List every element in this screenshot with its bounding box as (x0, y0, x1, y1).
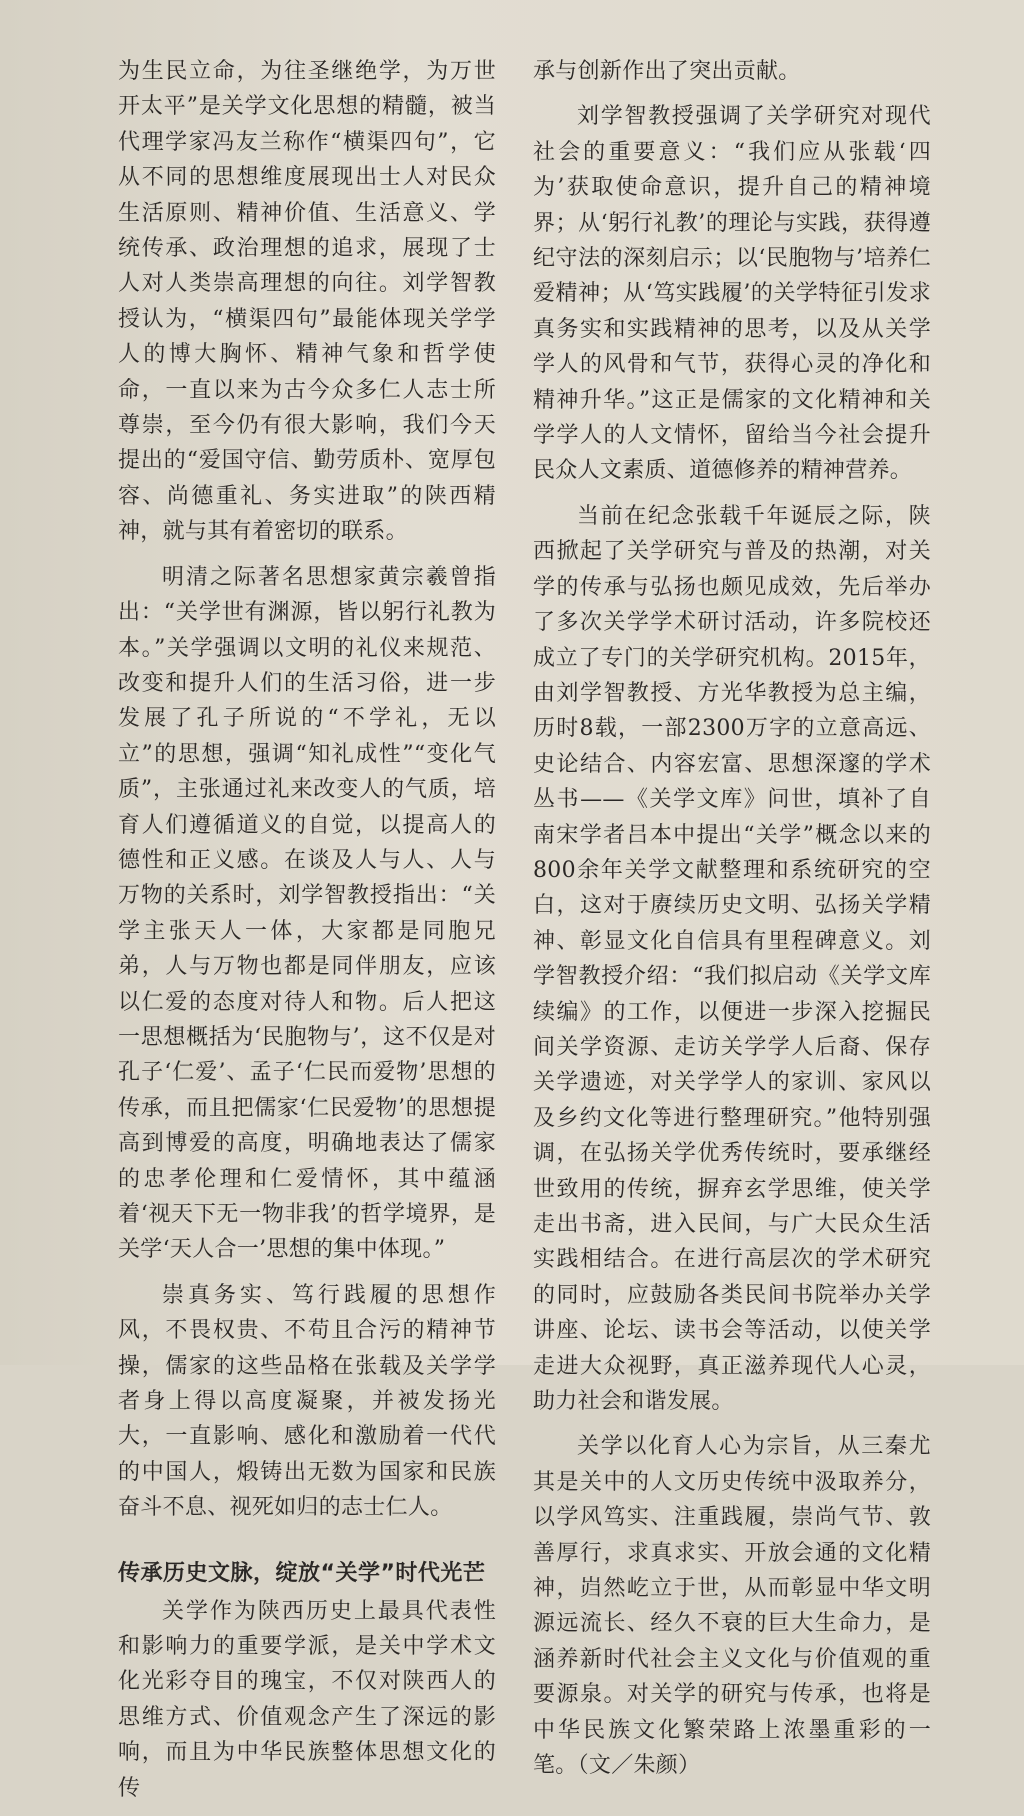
right-paragraph-3: 当前在纪念张载千年诞辰之际，陕西掀起了关学研究与普及的热潮，对关学的传承与弘扬也颇见成效，先后举办了多次关学学术研讨活动，许多院校还成立了专门的关学研究机构。2015年，由刘学智教授、方光华教授为总主编，历时8载，一部2300万字的立意高远、史论结合、内容宏富、思想深邃的学术丛书——《关学文库》问世，填补了自南宋学者吕本中提出“关学”概念以来的800余年关学文献整理和系统研究的空白，这对于赓续历史文明、弘扬关学精神、彰显文化自信具有里程碑意义。刘学智教授介绍：“我们拟启动《关学文库续编》的工作，以便进一步深入挖掘民间关学资源、走访关学学人后裔、保存关学遗迹，对关学学人的家训、家风以及乡约文化等进行整理研究。”他特别强调，在弘扬关学优秀传统时，要承继经世致用的传统，摒弃玄学思维，使关学走出书斋，进入民间，与广大民众生活实践相结合。在进行高层次的学术研究的同时，应鼓励各类民间书院举办关学讲座、论坛、读书会等活动，以使关学走进大众视野，真正滋养现代人心灵，助力社会和谐发展。 (533, 503, 931, 1415)
right-paragraph-1: 承与创新作出了突出贡献。 (533, 59, 801, 84)
left-paragraph-1: 为生民立命，为往圣继绝学，为万世开太平”是关学文化思想的精髓，被当代理学家冯友兰称作“横渠四句”，它从不同的思想维度展现出士人对民众生活原则、精神价值、生活意义、学统传承、政治理想的追求，展现了士人对人类崇高理想的向往。刘学智教授认为，“横渠四句”最能体现关学学人的博大胸怀、精神气象和哲学使命，一直以来为古今众多仁人志士所尊崇，至今仍有很大影响，我们今天提出的“爱国守信、勤劳质朴、宽厚包容、尚德重礼、务实进取”的陕西精神，就与其有着密切的联系。 (118, 59, 496, 545)
right-paragraph-2: 刘学智教授强调了关学研究对现代社会的重要意义：“我们应从张载‘四为’获取使命意识，提升自己的精神境界；从‘躬行礼教’的理论与实践，获得遵纪守法的深刻启示；以‘民胞物与’培养仁爱精神；从‘笃实践履’的关学特征引发求真务实和实践精神的思考，以及从关学学人的风骨和气节，获得心灵的净化和精神升华。”这正是儒家的文化精神和关学学人的人文情怀，留给当今社会提升民众人文素质、道德修养的精神营养。 (533, 104, 931, 484)
right-column (533, 54, 931, 1794)
right-paragraph-4: 关学以化育人心为宗旨，从三秦尤其是关中的人文历史传统中汲取养分，以学风笃实、注重践履，崇尚气节、敦善厚行，求真求实、开放会通的文化精神，岿然屹立于世，从而彰显中华文明源远流长、经久不衰的巨大生命力，是涵养新时代社会主义文化与价值观的重要源泉。对关学的研究与传承，也将是中华民族文化繁荣路上浓墨重彩的一笔。（文／朱颜） (533, 1434, 931, 1779)
left-paragraph-3: 崇真务实、笃行践履的思想作风，不畏权贵、不苟且合污的精神节操，儒家的这些品格在张载及关学学者身上得以高度凝聚，并被发扬光大，一直影响、感化和激励着一代代的中国人，煅铸出无数为国家和民族奋斗不息、视死如归的志士仁人。 (118, 1282, 496, 1521)
left-column (118, 54, 496, 1816)
section-heading: 传承历史文脉，绽放“关学”时代光芒 (118, 1560, 486, 1586)
left-paragraph-4: 关学作为陕西历史上最具代表性和影响力的重要学派，是关中学术文化光彩夺目的瑰宝，不仅对陕西人的思维方式、价值观念产生了深远的影响，而且为中华民族整体思想文化的传 (118, 1598, 496, 1801)
left-paragraph-2: 明清之际著名思想家黄宗羲曾指出：“关学世有渊源，皆以躬行礼教为本。”关学强调以文明的礼仪来规范、改变和提升人们的生活习俗，进一步发展了孔子所说的“不学礼，无以立”的思想，强调“知礼成性”“变化气质”，主张通过礼来改变人的气质，培育人们遵循道义的自觉，以提高人的德性和正义感。在谈及人与人、人与万物的关系时，刘学智教授指出：“关学主张天人一体，大家都是同胞兄弟，人与万物也都是同伴朋友，应该以仁爱的态度对待人和物。后人把这一思想概括为‘民胞物与’，这不仅是对孔子‘仁爱’、孟子‘仁民而爱物’思想的传承，而且把儒家‘仁民爱物’的思想提高到博爱的高度，明确地表达了儒家的忠孝伦理和仁爱情怀，其中蕴涵着‘视天下无一物非我’的哲学境界，是关学‘天人合一’思想的集中体现。” (118, 564, 496, 1263)
